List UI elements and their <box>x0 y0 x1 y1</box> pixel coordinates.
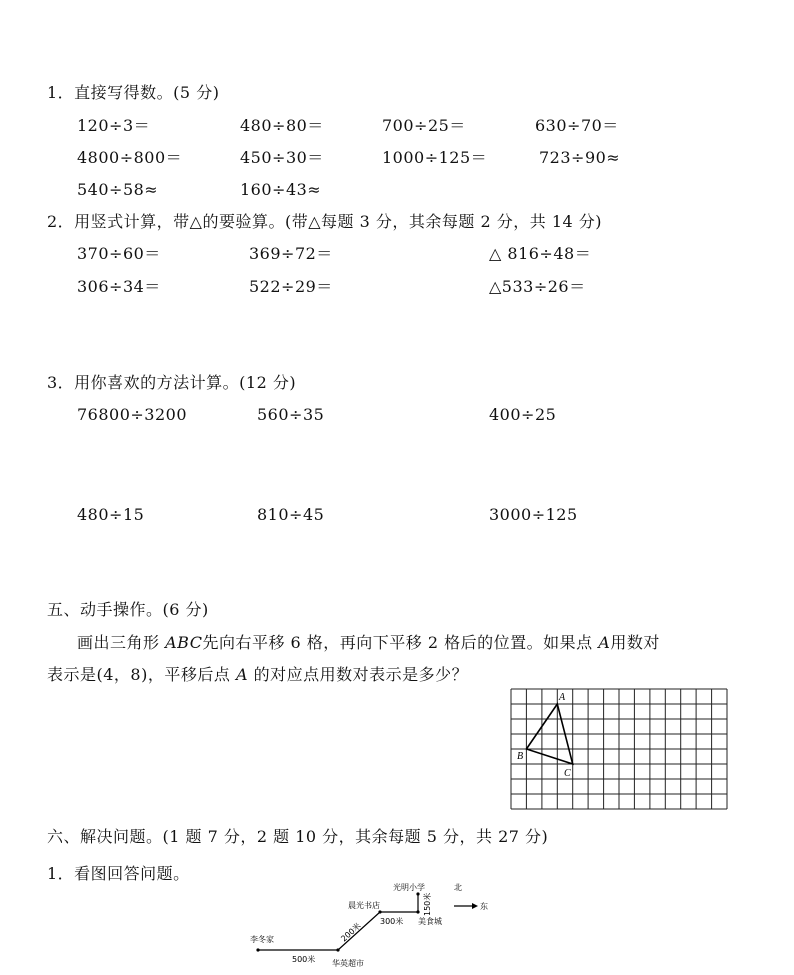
question-1: 1．看图回答问题。 <box>47 864 190 883</box>
calc-item: 3000÷125 <box>489 505 578 524</box>
north-label: 北 <box>454 883 462 892</box>
calc-item: 400÷25 <box>489 405 557 424</box>
triangle-name: ABC <box>165 633 203 652</box>
place-supermarket: 华英超市 <box>332 959 364 968</box>
calc-item: 1000÷125＝ <box>382 148 488 167</box>
calc-item: 540÷58≈ <box>77 180 159 199</box>
place-hospital: 美食城 <box>418 917 442 926</box>
point-b-label: B <box>517 751 524 762</box>
point-a-label: A <box>559 692 566 703</box>
section5-heading: 五、动手操作。(6 分) <box>47 600 209 619</box>
route-map <box>240 876 500 972</box>
calc-item: 810÷45 <box>257 505 325 524</box>
distance-200: 200米 <box>339 921 363 944</box>
north-arrow-head <box>472 903 478 909</box>
map-point <box>416 910 419 913</box>
calc-item: 723÷90≈ <box>539 148 621 167</box>
place-school: 光明小学 <box>393 883 425 892</box>
calc-item: △533÷26＝ <box>489 277 586 296</box>
distance-300: 300米 <box>380 917 404 926</box>
grid-lines <box>511 689 727 809</box>
map-point <box>416 892 419 895</box>
map-point <box>336 948 339 951</box>
section2-heading: 2．用竖式计算，带△的要验算。(带△每题 3 分，其余每题 2 分，共 14 分) <box>47 212 603 231</box>
calc-item: 76800÷3200 <box>77 405 188 424</box>
distance-150: 150米 <box>423 892 432 916</box>
calc-item: 450÷30＝ <box>240 148 324 167</box>
point-name: A <box>235 665 248 684</box>
map-point <box>256 948 259 951</box>
calc-item: 560÷35 <box>257 405 325 424</box>
point-name: A <box>598 633 611 652</box>
text: 先向右平移 6 格，再向下平移 2 格后的位置。如果点 <box>202 633 599 652</box>
section5-text-line2 <box>47 665 468 685</box>
calc-item: 306÷34＝ <box>77 277 161 296</box>
text: 画出三角形 <box>77 633 166 652</box>
section1-heading: 1．直接写得数。(5 分) <box>47 83 220 102</box>
place-home: 李冬家 <box>250 935 274 944</box>
calc-item: 4800÷800＝ <box>77 148 183 167</box>
place-bookstore: 晨光书店 <box>348 901 380 910</box>
text: 表示是(4，8)，平移后点 <box>47 665 236 684</box>
text: 的对应点用数对表示是多少？ <box>248 665 469 684</box>
calc-item: 630÷70＝ <box>535 116 619 135</box>
point-c-label: C <box>564 768 571 779</box>
section6-heading: 六、解决问题。(1 题 7 分，2 题 10 分，其余每题 5 分，共 27 分) <box>47 827 549 846</box>
map-point <box>378 910 381 913</box>
calc-item: 480÷80＝ <box>240 116 324 135</box>
calc-item: 480÷15 <box>77 505 145 524</box>
calc-item: △ 816÷48＝ <box>489 244 592 263</box>
calc-item: 120÷3＝ <box>77 116 151 135</box>
text: 用数对 <box>610 633 660 652</box>
calc-item: 369÷72＝ <box>249 244 333 263</box>
calc-item: 522÷29＝ <box>249 277 333 296</box>
calc-item: 160÷43≈ <box>240 180 322 199</box>
distance-500: 500米 <box>292 955 316 964</box>
east-label: 东 <box>480 902 488 911</box>
calc-item: 370÷60＝ <box>77 244 161 263</box>
grid-figure <box>510 688 730 812</box>
section5-text-line1 <box>77 633 660 653</box>
calc-item: 700÷25＝ <box>382 116 466 135</box>
section3-heading: 3．用你喜欢的方法计算。(12 分) <box>47 373 297 392</box>
